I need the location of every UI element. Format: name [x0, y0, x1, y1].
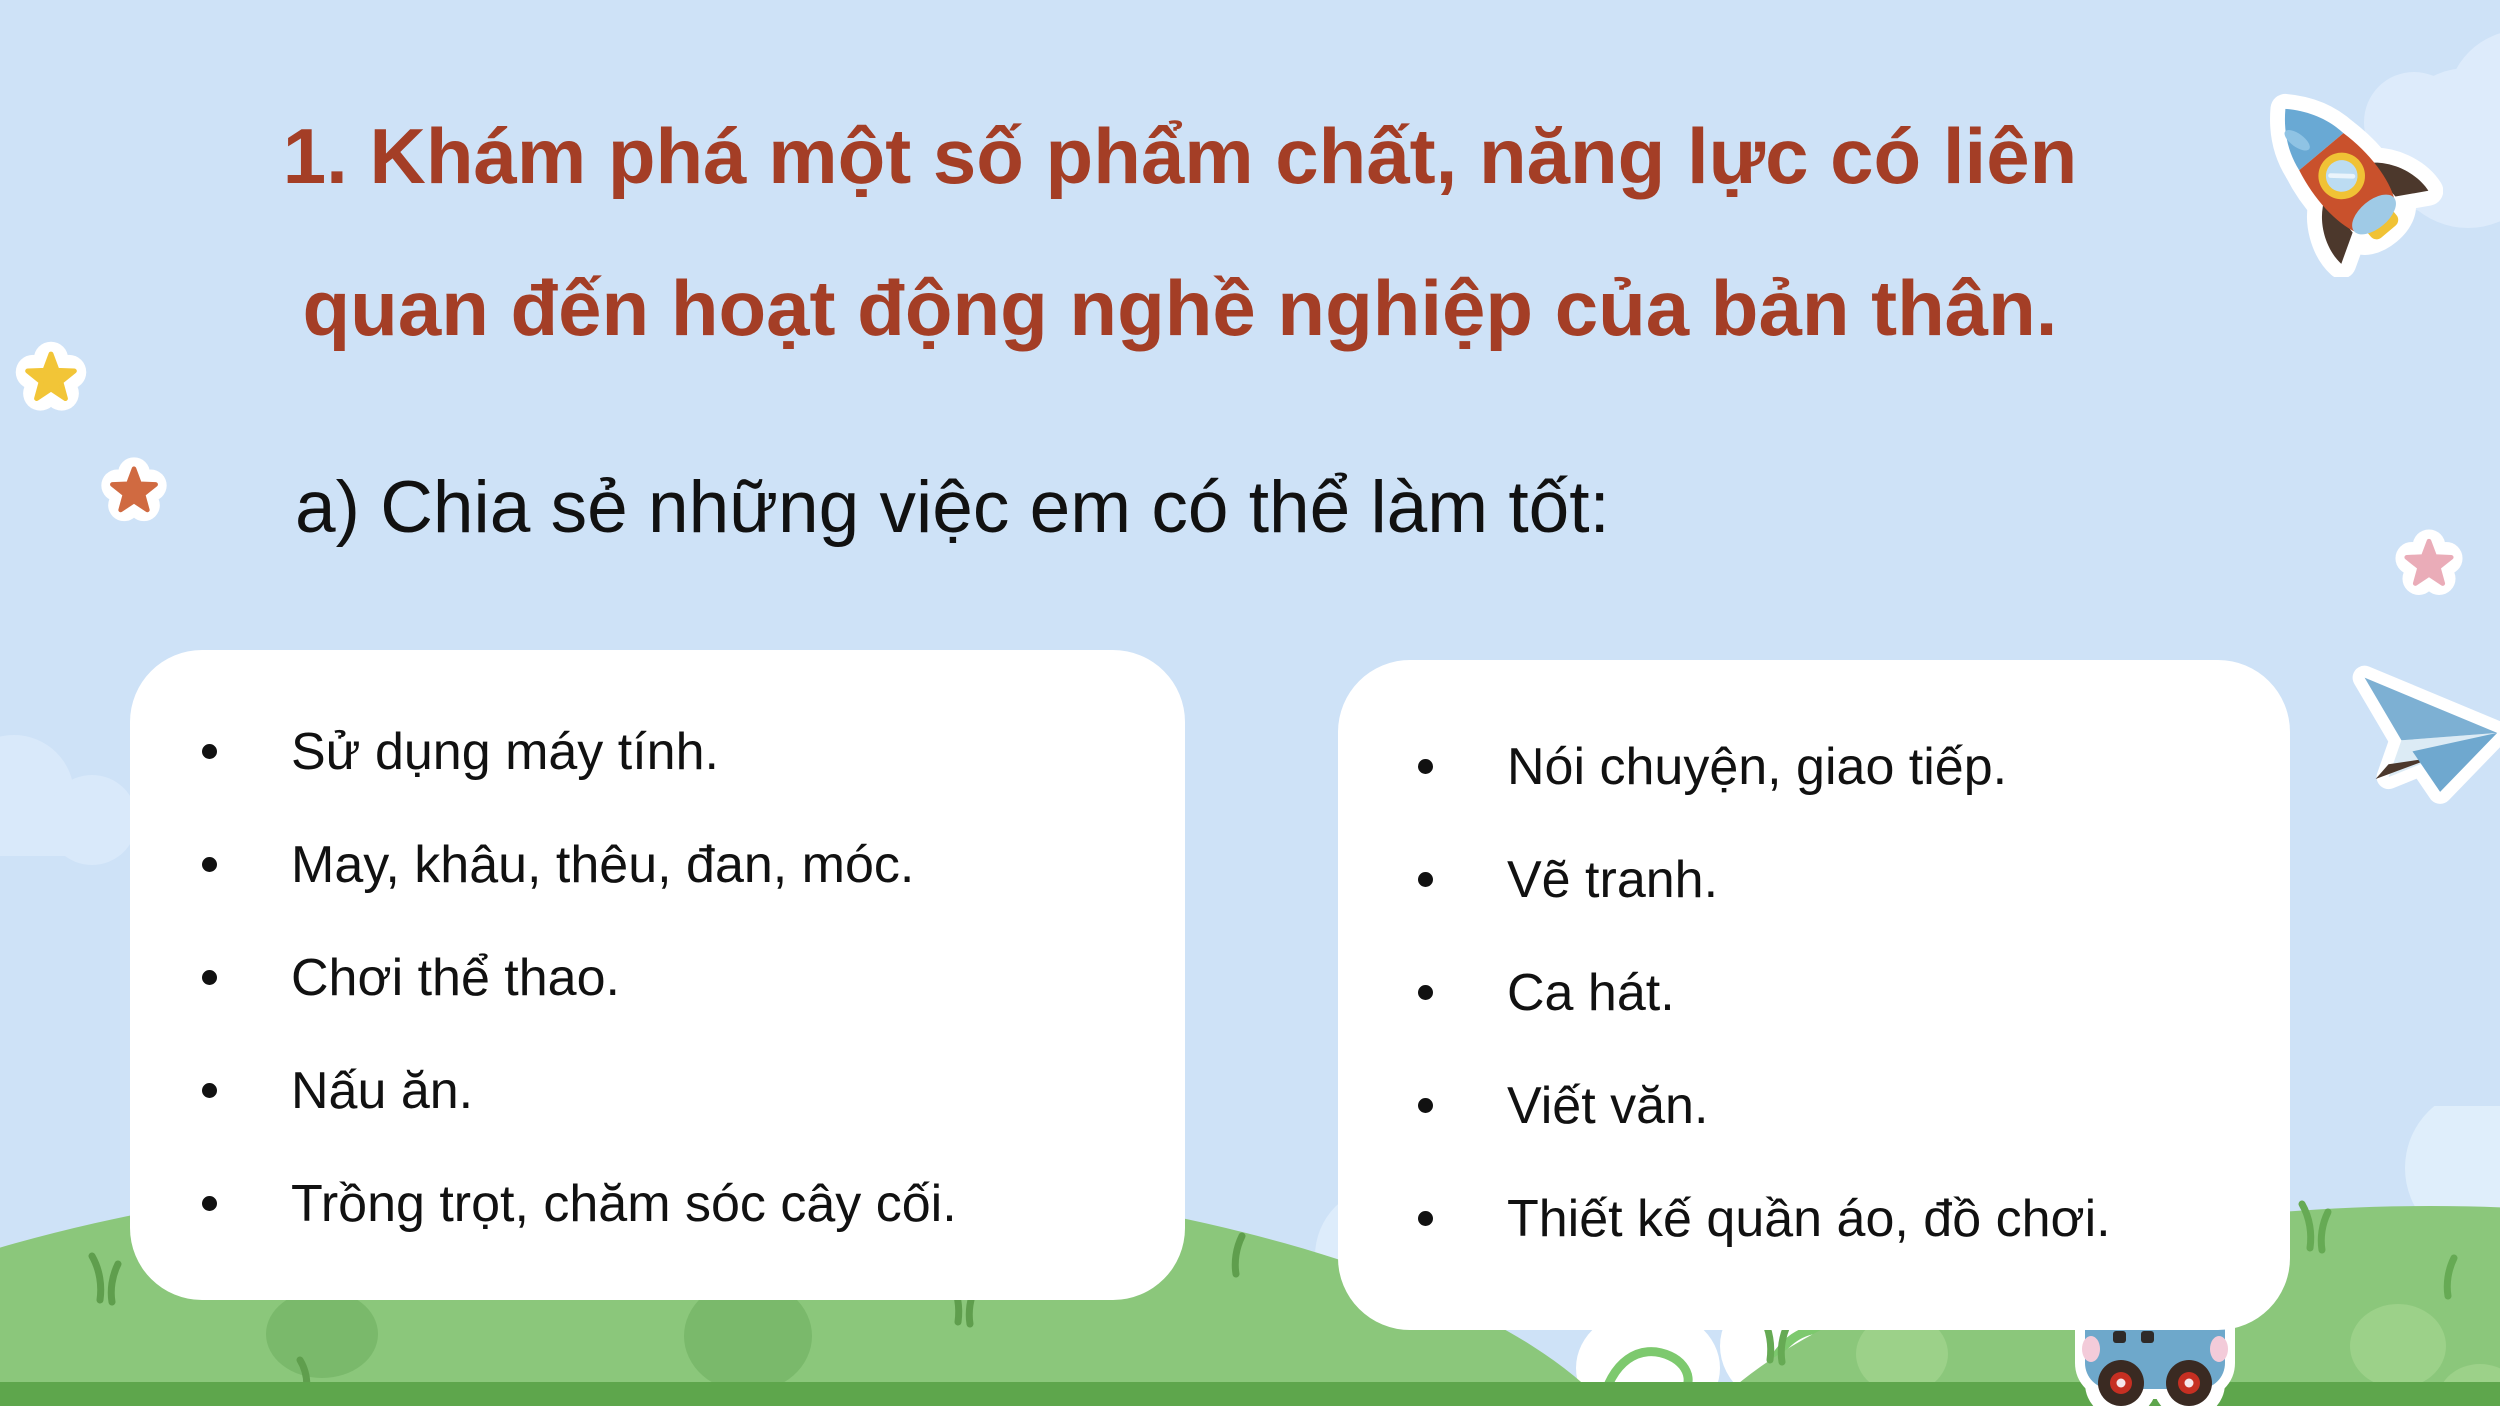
bullet-dot — [1418, 985, 1433, 1000]
bullet-dot — [202, 857, 217, 872]
bullet-dot — [202, 970, 217, 985]
list-item-text: Nấu ăn. — [291, 1061, 474, 1120]
list-item-text: Viết văn. — [1507, 1076, 1709, 1135]
list-item-text: Ca hát. — [1507, 963, 1675, 1022]
list-item-text: Sử dụng máy tính. — [291, 722, 719, 781]
list-item — [192, 1034, 1145, 1147]
list-item-text: Nói chuyện, giao tiếp. — [1507, 737, 2008, 796]
list-item — [1408, 710, 2260, 823]
list-item — [192, 695, 1145, 808]
bullet-dot — [202, 1083, 217, 1098]
list-item-text: Vẽ tranh. — [1507, 850, 1719, 909]
list-item-text: May, khâu, thêu, đan, móc. — [291, 835, 915, 894]
bullet-dot — [1418, 759, 1433, 774]
list-item — [1408, 823, 2260, 936]
list-item — [1408, 1162, 2260, 1275]
title-line-2: quan đến hoạt động nghề nghiệp của bản thân. — [302, 264, 2058, 352]
list-item-text: Thiết kế quần áo, đồ chơi. — [1507, 1189, 2111, 1248]
bullet-dot — [1418, 1211, 1433, 1226]
paper-plane-icon — [2348, 652, 2500, 812]
list-item-text: Chơi thể thao. — [291, 948, 620, 1007]
section-subtitle: a) Chia sẻ những việc em có thể làm tốt: — [295, 467, 1610, 548]
star-orange-icon — [96, 452, 172, 528]
right-skills-card — [1338, 660, 2290, 1330]
list-item — [192, 921, 1145, 1034]
list-item — [192, 1147, 1145, 1260]
list-item — [192, 808, 1145, 921]
star-pink-icon — [2390, 524, 2468, 602]
left-skills-card — [130, 650, 1185, 1300]
left-skills-list — [192, 695, 1145, 1260]
page-title — [0, 80, 2360, 384]
list-item — [1408, 1049, 2260, 1162]
right-skills-list — [1408, 710, 2260, 1275]
list-item — [1408, 936, 2260, 1049]
title-line-1: 1. Khám phá một số phẩm chất, năng lực có liên — [282, 112, 2078, 200]
list-item-text: Trồng trọt, chăm sóc cây cối. — [291, 1174, 957, 1233]
bullet-dot — [202, 1196, 217, 1211]
bullet-dot — [1418, 872, 1433, 887]
bullet-dot — [1418, 1098, 1433, 1113]
bullet-dot — [202, 744, 217, 759]
